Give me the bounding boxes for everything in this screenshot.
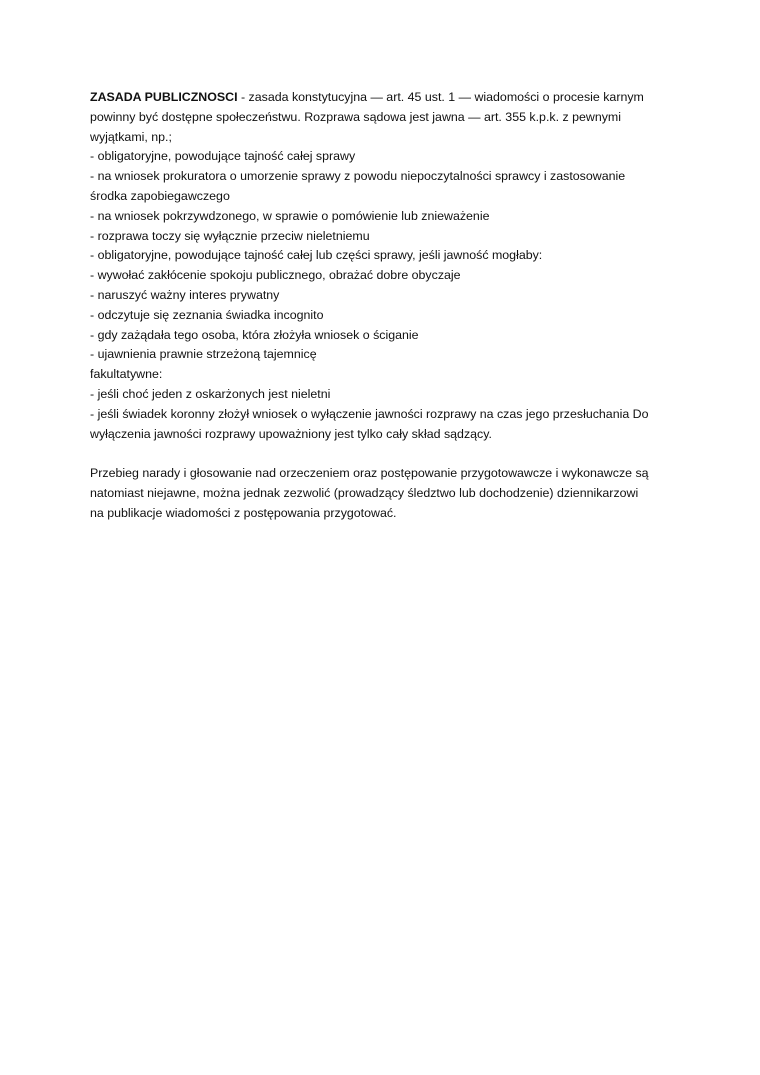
text-line: powinny być dostępne społeczeństwu. Rozprawa sądowa jest jawna — art. 355 k.p.k. z pewnymi <box>90 109 622 124</box>
text-line: Przebieg narady i głosowanie nad orzeczeniem oraz postępowanie przygotowawcze i wykonawcze są <box>90 466 649 481</box>
list-item: - gdy zażądała tego osoba, która złożyła wniosek o ściganie <box>90 327 419 342</box>
list-item: - na wniosek pokrzywdzonego, w sprawie o pomówienie lub znieważenie <box>90 208 490 223</box>
list-item: - jeśli świadek koronny złożył wniosek o wyłączenie jawności rozprawy na czas jego przesłuchania Do <box>90 406 649 421</box>
list-item: - obligatoryjne, powodujące tajność całej lub części sprawy, jeśli jawność mogłaby: <box>90 248 543 263</box>
text-line: na publikacje wiadomości z postępowania przygotować. <box>90 505 397 520</box>
section-title: ZASADA PUBLICZNOSCI <box>90 90 238 104</box>
list-item: - naruszyć ważny interes prywatny <box>90 287 280 302</box>
list-item: - jeśli choć jeden z oskarżonych jest nieletni <box>90 386 331 401</box>
paragraph-publicity-principle <box>90 88 680 444</box>
list-item: - wywołać zakłócenie spokoju publicznego, obrażać dobre obyczaje <box>90 268 461 283</box>
text-line: środka zapobiegawczego <box>90 188 230 203</box>
text-line: wyłączenia jawności rozprawy upoważniony jest tylko cały skład sądzący. <box>90 426 492 441</box>
list-item: - odczytuje się zeznania świadka incognito <box>90 307 324 322</box>
text-line-fragment: - zasada konstytucyjna — art. 45 ust. 1 — wiadomości o procesie karnym <box>237 90 644 104</box>
list-item: - rozprawa toczy się wyłącznie przeciw nieletniemu <box>90 228 370 243</box>
subsection-label: fakultatywne: <box>90 367 163 382</box>
list-item: - na wniosek prokuratora o umorzenie sprawy z powodu niepoczytalności sprawcy i zastosowanie <box>90 169 626 184</box>
paragraph-non-public-proceedings <box>90 464 680 523</box>
text-line: natomiast niejawne, można jednak zezwolić (prowadzący śledztwo lub dochodzenie) dziennikarzowi <box>90 485 639 500</box>
list-item: - obligatoryjne, powodujące tajność całej sprawy <box>90 149 356 164</box>
text-line: wyjątkami, np.; <box>90 129 172 144</box>
text-line <box>90 88 680 108</box>
list-item: - ujawnienia prawnie strzeżoną tajemnicę <box>90 347 317 362</box>
document-body <box>90 88 680 524</box>
